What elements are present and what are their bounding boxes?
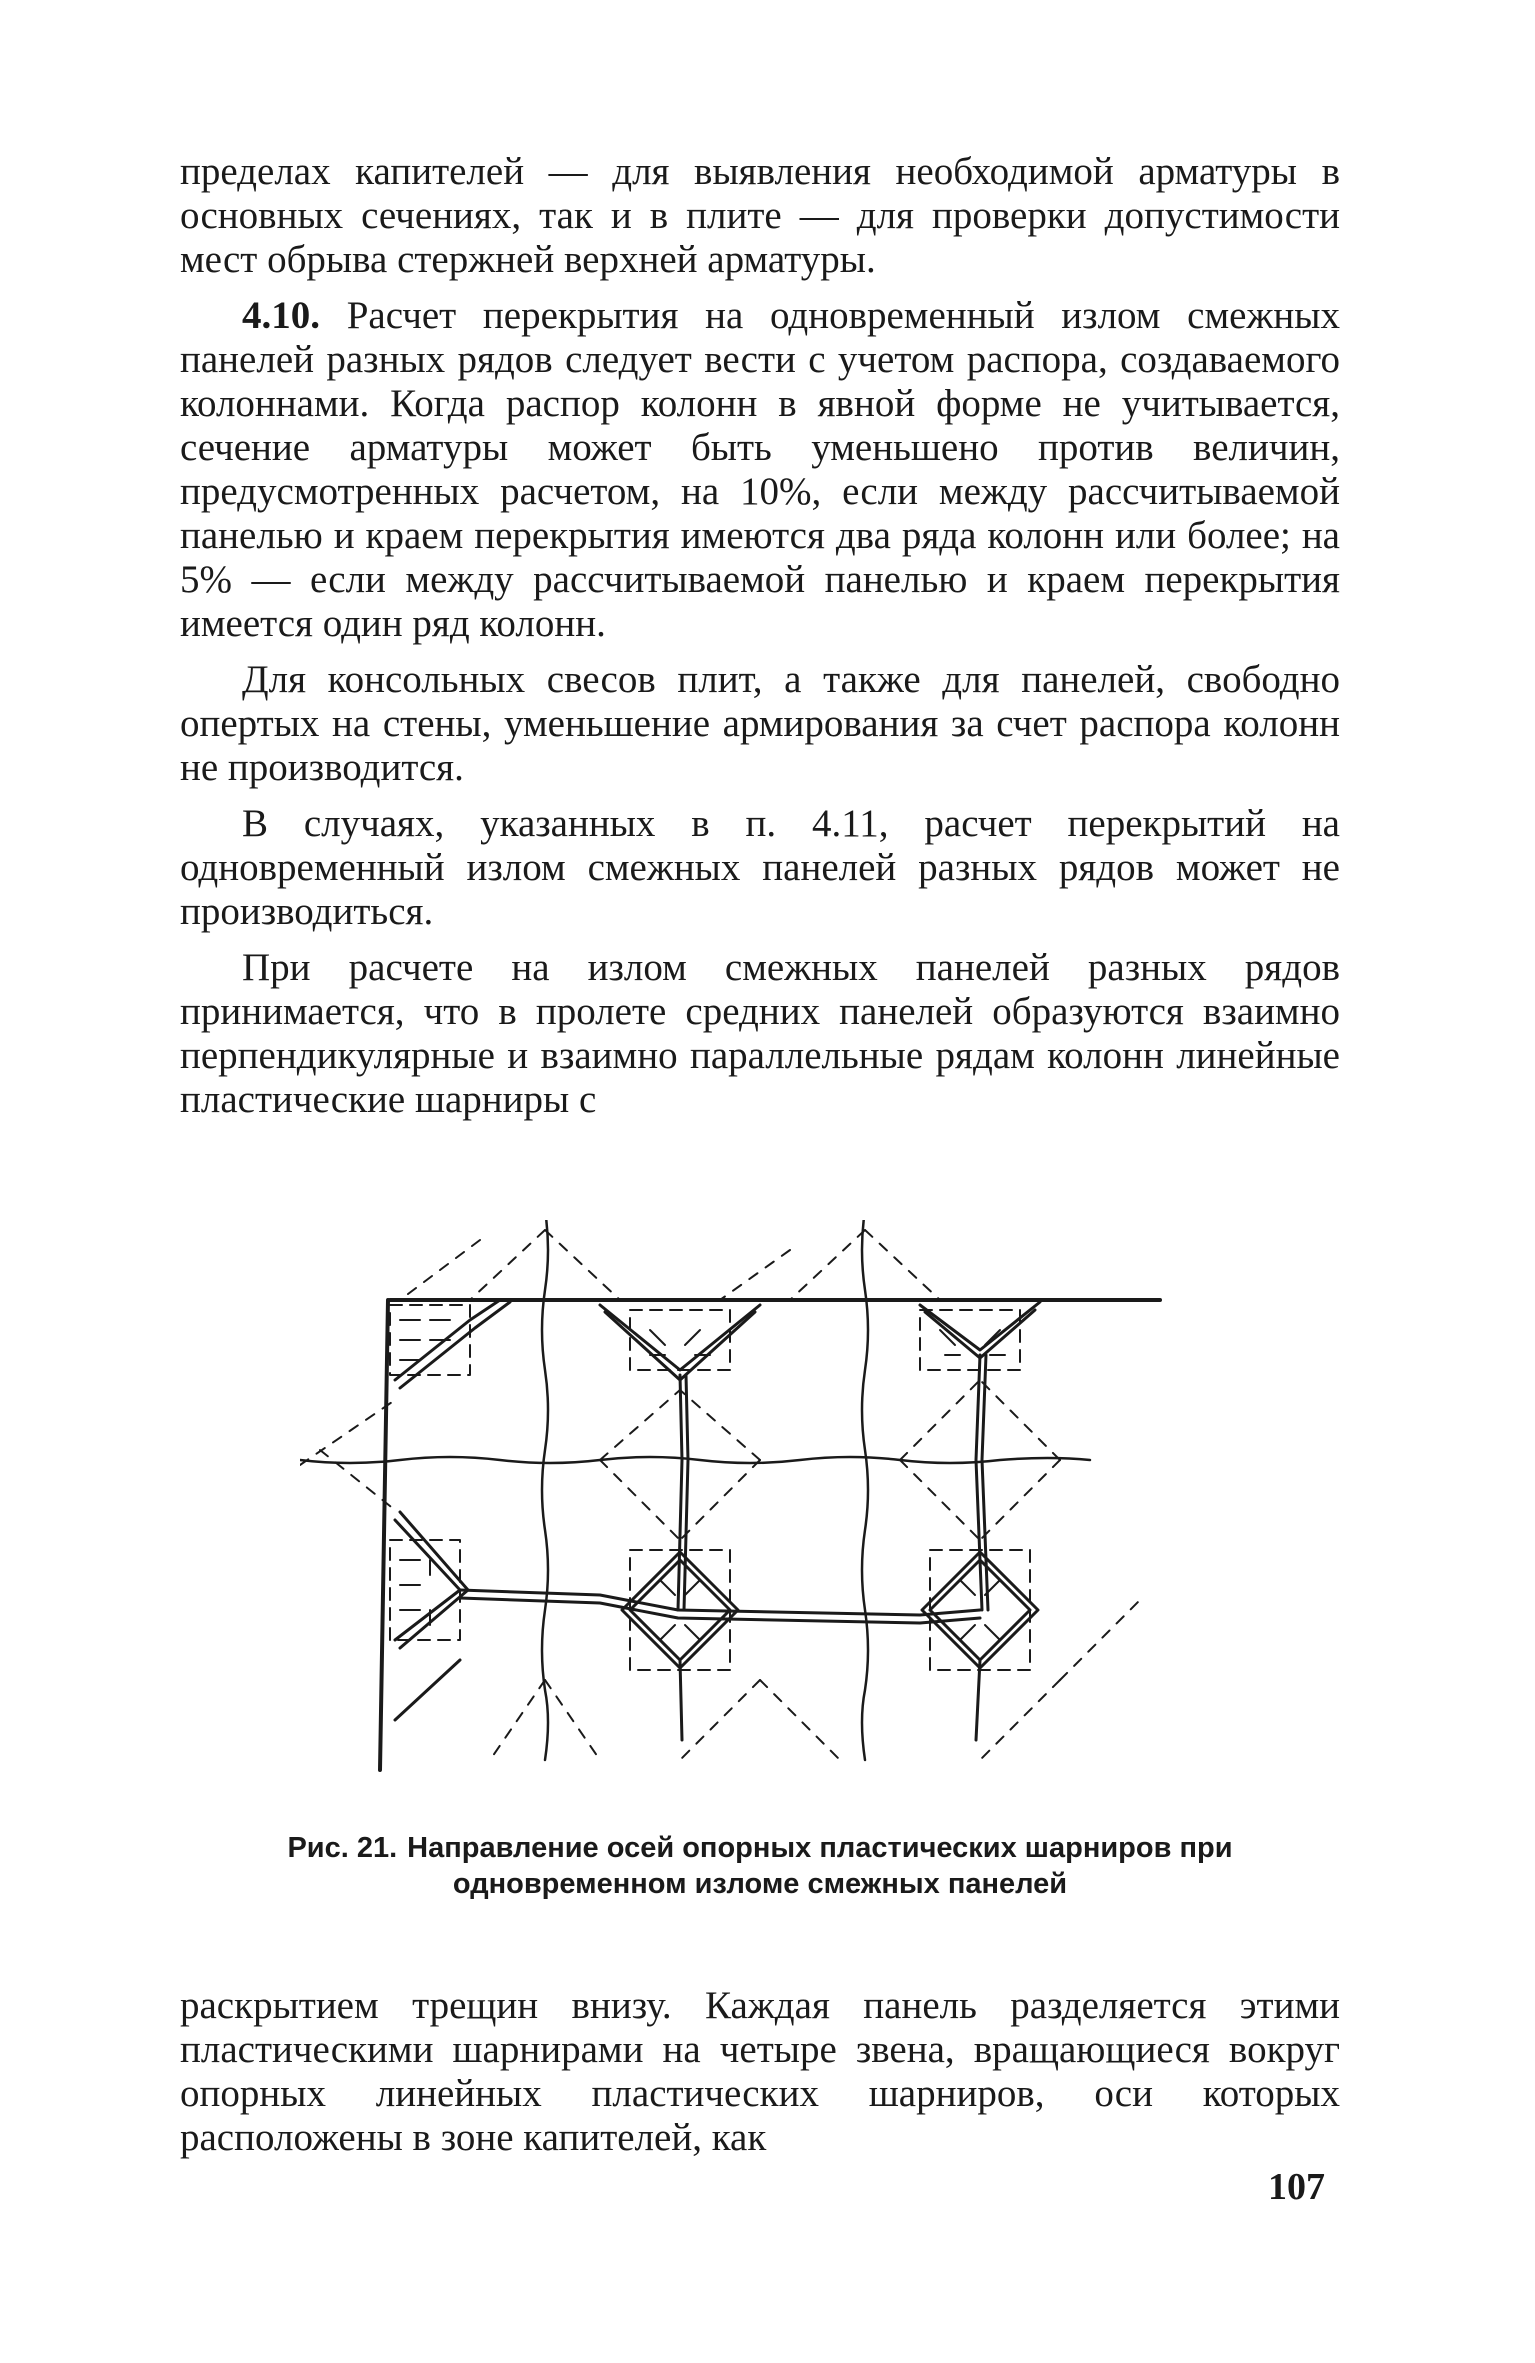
paragraph-cases: В случаях, указанных в п. 4.11, расчет перекрытий на одновременный излом смежных панелей разных рядов может не производиться. <box>180 802 1340 933</box>
figure-caption <box>180 1830 1340 1902</box>
row-axis-line <box>300 1457 1090 1463</box>
figure-caption-label: Рис. 21. <box>287 1832 398 1864</box>
paragraph-after-figure: раскрытием трещин внизу. Каждая панель разделяется этими пластическими шарнирами на четыре звена, вращающиеся вокруг опорных линейных пластических шарниров, оси которых расположены в зоне капителей, как <box>180 1984 1340 2159</box>
paragraph-number: 4.10. <box>242 294 320 337</box>
paragraph-text: Расчет перекрытия на одновременный излом смежных панелей разных рядов следует вести с учетом распора, создаваемого колоннами. Когда распор колонн в явной форме не учитывается, сечение арматуры может быть уменьшено против величин, предусмотренных расчетом, на 10%, если между рассчитываемой панелью и краем перекрытия имеются два ряда колонн или более; на 5% — если между рассчитываемой панелью и краем перекрытия имеется один ряд колонн. <box>180 294 1340 645</box>
page-number: 107 <box>1268 2166 1325 2208</box>
paragraph-cantilever: Для консольных свесов плит, а также для панелей, свободно опертых на стены, уменьшение армирования за счет распора колонн не производится. <box>180 658 1340 789</box>
hinge-lines-solid <box>395 1300 1040 1740</box>
plastic-hinge-diagram <box>300 1220 1200 1780</box>
figure-21 <box>300 1220 1200 1780</box>
text-block-bottom <box>180 1984 1340 2160</box>
paragraph-calculation: При расчете на излом смежных панелей разных рядов принимается, что в пролете средних панелей образуются взаимно перпендикулярные и взаимно параллельные рядам колонн линейные пластические шарниры с <box>180 946 1340 1121</box>
paragraph-4-10 <box>180 294 1340 646</box>
left-edge-line <box>380 1300 388 1770</box>
text-block-top <box>180 150 1340 1122</box>
paragraph-continuation: пределах капителей — для выявления необходимой арматуры в основных сечениях, так и в плите — для проверки допустимости мест обрыва стержней верхней арматуры. <box>180 150 1340 281</box>
figure-caption-text: Направление осей опорных пластических шарниров при одновременном изломе смежных панелей <box>407 1832 1233 1900</box>
